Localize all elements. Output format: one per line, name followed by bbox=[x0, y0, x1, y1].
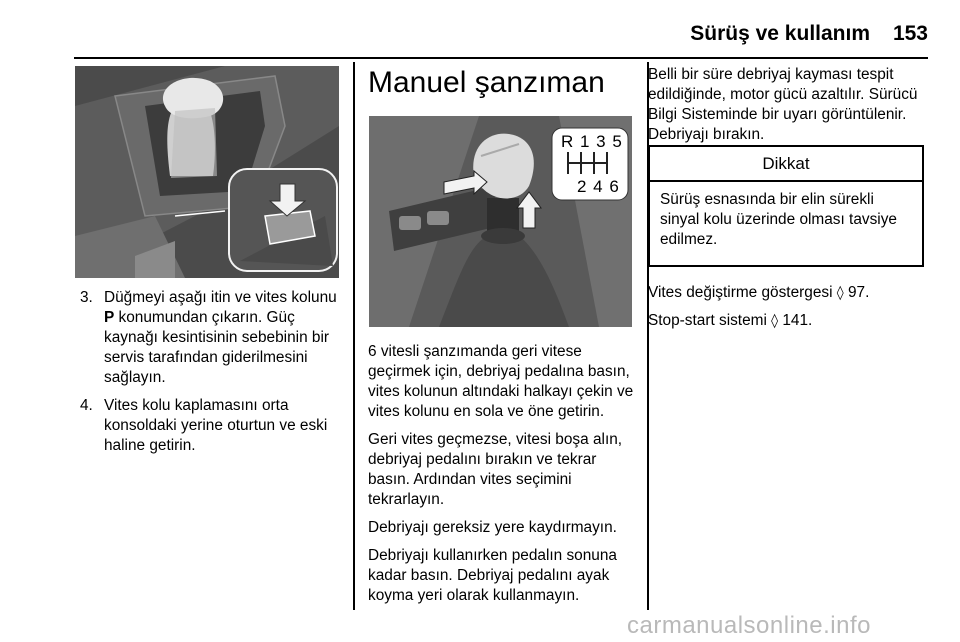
caution-title: Dikkat bbox=[650, 147, 922, 182]
caution-text: Sürüş esnasında bir elin sürekli sinyal kolu üzerinde olması tavsiye edilmez. bbox=[660, 191, 897, 248]
paragraph: Debriyajı kullanırken pedalın sonuna kadar basın. Debriyaj pedalını ayak koyma yeri olarak kullanmayın. bbox=[368, 547, 617, 604]
list-item bbox=[80, 288, 342, 388]
list-item-text-start: Düğmeyi aşağı itin ve vites kolunu bbox=[104, 289, 337, 306]
page-number: 153 bbox=[892, 22, 928, 45]
caution-box bbox=[648, 145, 924, 267]
list-item bbox=[80, 396, 342, 456]
shifter-button-illustration bbox=[75, 66, 339, 278]
header-rule bbox=[74, 57, 928, 59]
manual-transmission-text bbox=[368, 342, 636, 614]
list-item-text bbox=[104, 288, 342, 388]
list-item-text: Vites kolu kaplamasını orta konsoldaki yerine oturtun ve eski haline getirin. bbox=[104, 397, 328, 454]
cross-references bbox=[648, 283, 930, 339]
instruction-list bbox=[80, 288, 342, 464]
column-divider-1 bbox=[353, 62, 355, 610]
list-item-text-end: konumundan çıkarın. Güç kaynağı kesintisinin sebebinin bir servis tarafından giderilmesini sağlayın. bbox=[104, 309, 330, 386]
reference-page[interactable]: 141. bbox=[782, 312, 813, 329]
manual-gear-lever-illustration bbox=[369, 116, 632, 327]
list-item-number: 4. bbox=[80, 397, 93, 414]
cross-reference bbox=[648, 283, 930, 303]
watermark: carmanualsonline.info bbox=[627, 612, 871, 639]
reference-label: Stop-start sistemi bbox=[648, 312, 767, 329]
shift-pattern-bottom-label: 2 4 6 bbox=[577, 177, 620, 196]
clutch-slip-text: Belli bir süre debriyaj kayması tespit edildiğinde, motor gücü azaltılır. Sürücü Bilgi Sisteminde bir uyarı görüntülenir. Debriyajı bırakın. bbox=[648, 66, 918, 143]
reference-page[interactable]: 97. bbox=[847, 284, 870, 301]
paragraph: Debriyajı gereksiz yere kaydırmayın. bbox=[368, 519, 617, 536]
shift-pattern-top-label: R 1 3 5 bbox=[561, 132, 623, 151]
page-reference-icon: ◊ bbox=[836, 285, 844, 301]
section-title: Manuel şanzıman bbox=[368, 66, 605, 99]
list-item-number: 3. bbox=[80, 289, 93, 306]
paragraph: 6 vitesli şanzımanda geri vitese geçirmek için, debriyaj pedalına basın, vites kolunun altındaki halkayı çekin ve vites kolunu en sola ve öne getirin. bbox=[368, 343, 634, 420]
running-header: Sürüş ve kullanım bbox=[690, 22, 870, 45]
cross-reference bbox=[648, 311, 930, 331]
paragraph: Geri vites geçmezse, vitesi boşa alın, debriyaj pedalını bırakın ve tekrar basın. Ardından vites seçimini tekrarlayın. bbox=[368, 431, 623, 508]
page-reference-icon: ◊ bbox=[771, 313, 779, 329]
reference-label: Vites değiştirme göstergesi bbox=[648, 284, 833, 301]
gear-position-p: P bbox=[104, 309, 115, 326]
